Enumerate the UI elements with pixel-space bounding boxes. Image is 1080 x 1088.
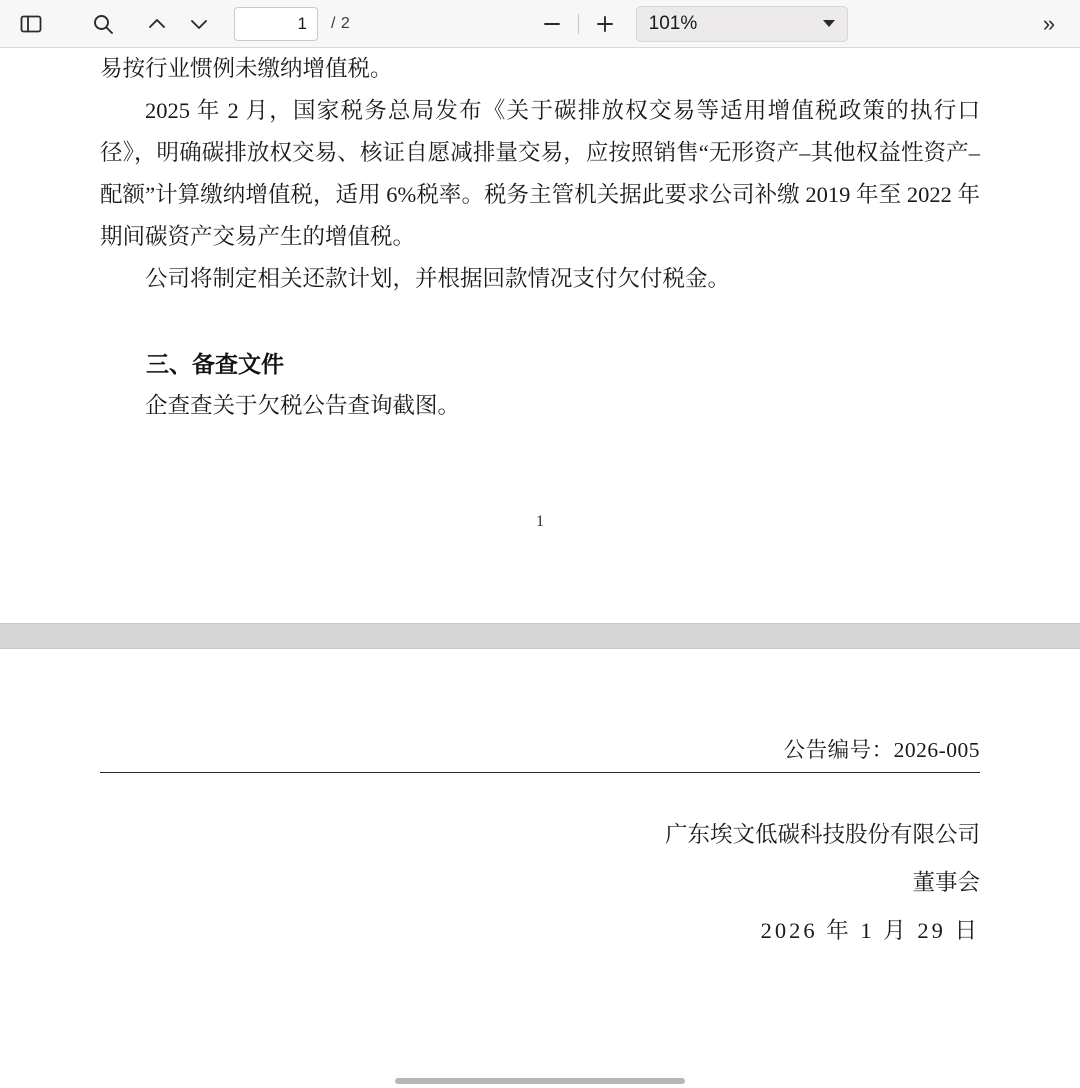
notice-number: 公告编号：2026-005: [100, 649, 980, 773]
section-body-documents: 企查查关于欠税公告查询截图。: [145, 393, 461, 418]
page-number-input[interactable]: [234, 7, 318, 41]
next-page-button[interactable]: [180, 7, 218, 41]
horizontal-scrollbar[interactable]: [0, 1074, 1080, 1088]
signature-block: [100, 811, 980, 955]
page-footer-number: 1: [536, 513, 544, 530]
zoom-out-button[interactable]: [533, 7, 571, 41]
company-name: 广东埃文低碳科技股份有限公司: [664, 822, 980, 847]
issuer-name: 董事会: [912, 870, 980, 895]
zoom-divider: [578, 14, 579, 34]
more-tools-button[interactable]: [1030, 7, 1068, 41]
zoom-controls: [533, 6, 848, 42]
sidebar-toggle-icon[interactable]: [12, 7, 50, 41]
page-separator: [0, 623, 1080, 649]
issue-date: 2026 年 1 月 29 日: [760, 918, 980, 943]
section-heading-documents: 三、备查文件: [146, 352, 284, 377]
zoom-level-value: 101%: [648, 12, 698, 34]
previous-page-button[interactable]: [138, 7, 176, 41]
toolbar-right-group: [1030, 7, 1068, 41]
double-chevron-right-icon: »: [1042, 10, 1056, 36]
zoom-in-button[interactable]: [586, 7, 624, 41]
paragraph-vat-policy: 2025 年 2 月，国家税务总局发布《关于碳排放权交易等适用增值税政策的执行口径》，明确碳排放权交易、核证自愿减排量交易，应按照销售“无形资产–其他权益性资产–配额”计算缴纳增值税，适用 6%税率。税务主管机关据此要求公司补缴 2019 年至 2022 年期间碳资产交易产生的增值税。: [100, 98, 980, 249]
zoom-level-select[interactable]: [636, 6, 848, 42]
pdf-page-2: [0, 649, 1080, 955]
pdf-viewer[interactable]: [0, 48, 1080, 1088]
page-number-value: 1: [297, 13, 307, 33]
pdf-toolbar: [0, 0, 1080, 48]
search-icon[interactable]: [84, 7, 122, 41]
paragraph-continuation: 易按行业惯例未缴纳增值税。: [100, 56, 393, 81]
chevron-down-icon: [823, 20, 835, 27]
page-total-label: / 2: [331, 14, 351, 32]
scrollbar-thumb[interactable]: [395, 1078, 685, 1084]
paragraph-repayment-plan: 公司将制定相关还款计划，并根据回款情况支付欠付税金。: [145, 266, 731, 291]
pdf-page-1: [0, 48, 1080, 531]
